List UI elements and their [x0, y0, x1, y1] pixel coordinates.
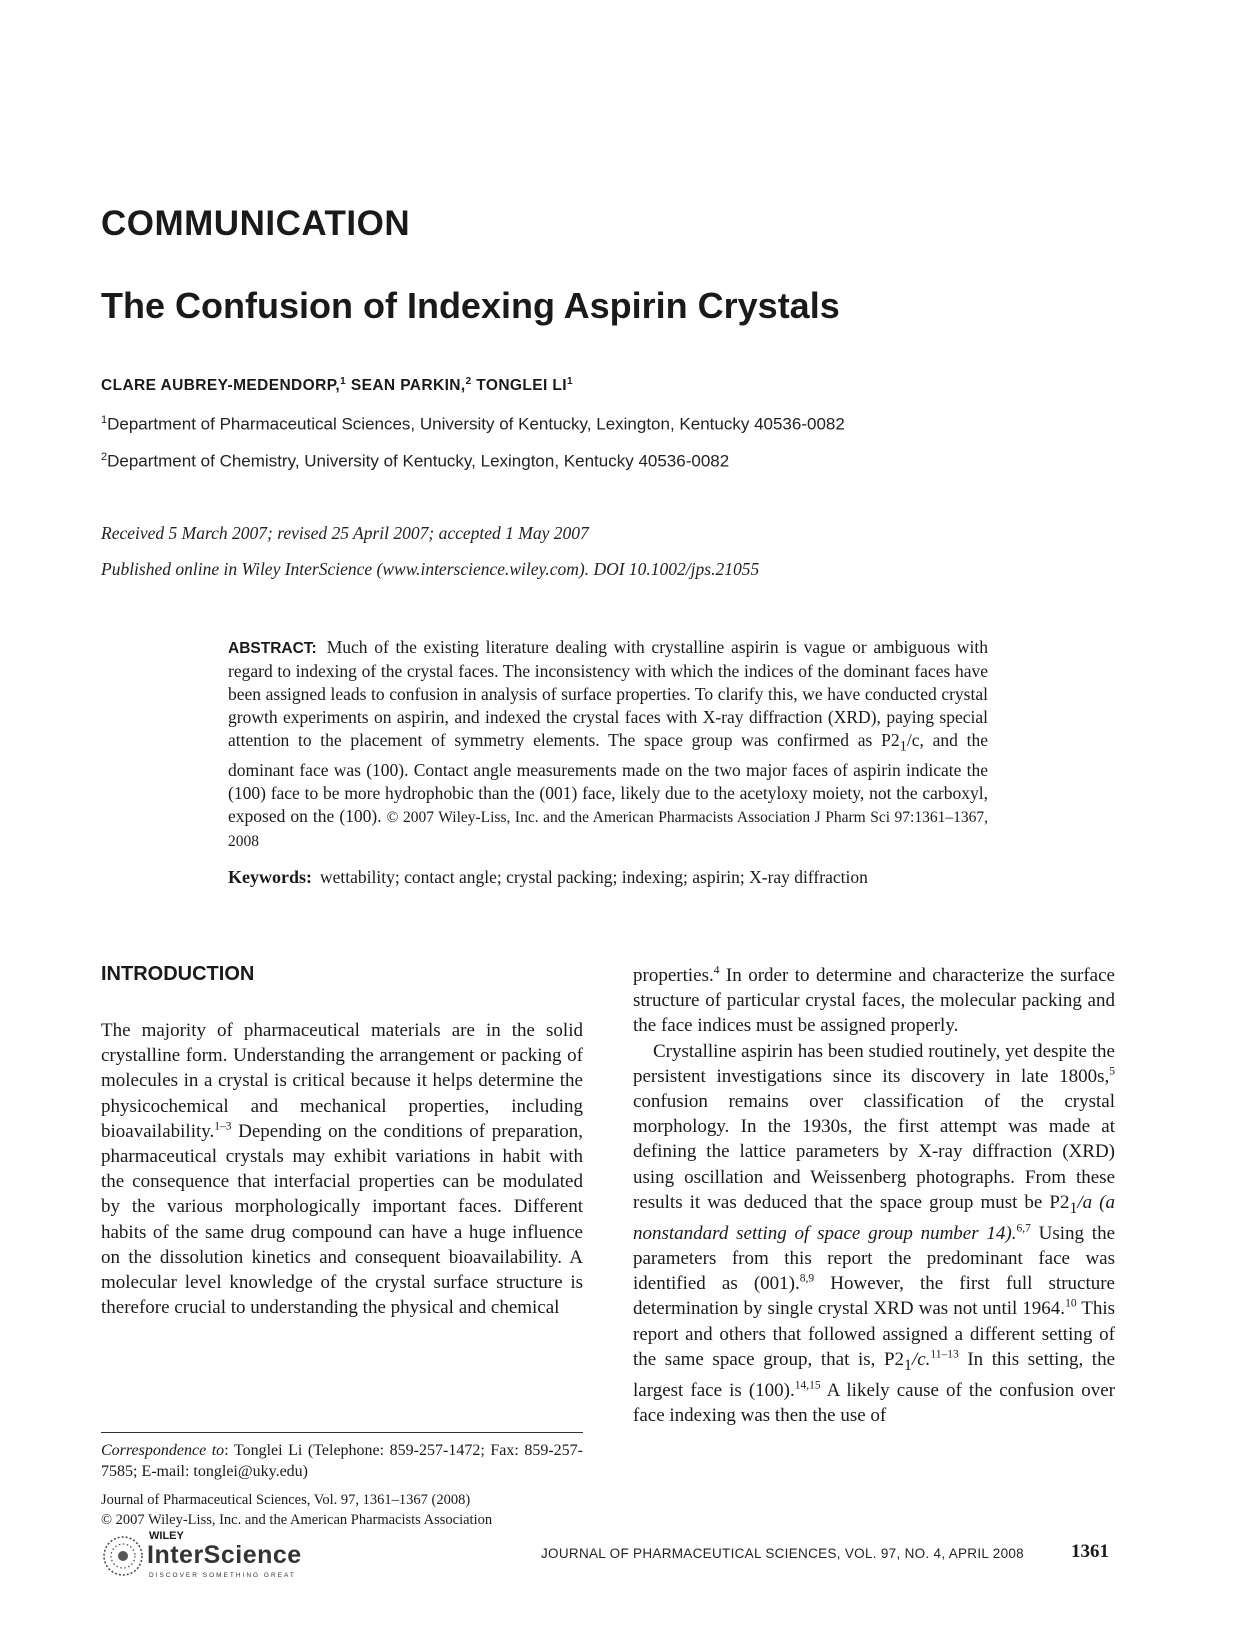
page-number: 1361	[1071, 1541, 1109, 1562]
author-affil-mark: 1	[340, 376, 347, 387]
section-label: COMMUNICATION	[101, 204, 411, 243]
author-name: CLARE AUBREY-MEDENDORP,	[101, 377, 341, 395]
text-run: In this setting, the largest face is (100).	[633, 1348, 1115, 1401]
published-line: Published online in Wiley InterScience (www.interscience.wiley.com). DOI 10.1002/jps.21055	[101, 559, 760, 579]
text-run: The majority of pharmaceutical materials are in the solid crystalline form. Understanding the arrangement or packing of molecules in a crystal is critical because it helps determine the physicochemical and mechanical properties, including bioavailability.	[101, 1020, 583, 1142]
correspondence-label: Correspondence to	[101, 1442, 225, 1459]
text-run: Crystalline aspirin has been studied routinely, yet despite the persistent investigations since its discovery in late 1800s,	[633, 1040, 1115, 1087]
citation: 6,7	[1016, 1222, 1031, 1235]
affiliation-text: Department of Chemistry, University of Kentucky, Lexington, Kentucky 40536-0082	[107, 451, 730, 471]
citation: 14,15	[794, 1379, 821, 1392]
text-run: However, the first full structure determination by single crystal XRD was not until 1964.	[633, 1273, 1115, 1320]
logo-tagline: DISCOVER SOMETHING GREAT	[149, 1572, 296, 1579]
correspondence-text: : Tonglei Li (Telephone: 859-257-1472; Fax: 859-257-7585; E-mail: tonglei@uky.edu)	[101, 1442, 584, 1480]
affiliation	[101, 451, 729, 472]
author-affil-mark: 2	[465, 376, 472, 387]
abstract-copyright: © 2007 Wiley-Liss, Inc. and the American Pharmacists Association J Pharm Sci 97:1361–1367, 2008	[228, 808, 988, 850]
author-name: TONGLEI LI	[476, 377, 567, 395]
affiliation-mark: 2	[101, 451, 108, 463]
text-run: properties.	[633, 965, 714, 986]
text-run: Using the parameters from this report the predominant face was identified as (001).	[633, 1222, 1115, 1295]
received-dates: Received 5 March 2007; revised 25 April 2007; accepted 1 May 2007	[101, 523, 589, 543]
paragraph	[101, 1018, 583, 1320]
citation: 10	[1065, 1298, 1077, 1311]
running-footer: JOURNAL OF PHARMACEUTICAL SCIENCES, VOL. 97, NO. 4, APRIL 2008	[541, 1546, 1024, 1561]
citation: 4	[713, 964, 720, 977]
affiliation-text: Department of Pharmaceutical Sciences, University of Kentucky, Lexington, Kentucky 40536-0082	[107, 414, 845, 434]
abstract-text: /c, and the dominant face was (100). Contact angle measurements made on the two major faces of aspirin indicate the (100) face to be more hydrophobic than the (001) face, likely due to the acetyloxy moiety, not the carboxyl, exposed on the (100).	[228, 730, 988, 826]
journal-citation: Journal of Pharmaceutical Sciences, Vol. 97, 1361–1367 (2008)	[101, 1492, 471, 1508]
left-column	[101, 1018, 583, 1320]
subscript: 1	[899, 738, 907, 755]
keywords-text: wettability; contact angle; crystal packing; indexing; aspirin; X-ray diffraction	[320, 867, 868, 887]
citation: 8,9	[799, 1272, 815, 1285]
author-list	[101, 376, 573, 395]
text-run: Depending on the conditions of preparation, pharmaceutical crystals may exhibit variations in habit with the consequence that interfacial properties can be modulated by the various morphologically important faces. Different habits of the same drug compound can have a huge influence on the dissolution kinetics and consequent bioavailability. A molecular level knowledge of the crystal surface structure is therefore crucial to understanding the physical and chemical	[101, 1120, 583, 1319]
text-run: A likely cause of the confusion over face indexing was then the use of	[633, 1379, 1115, 1427]
keywords	[228, 866, 988, 889]
author-affil-mark: 1	[566, 376, 573, 387]
copyright-line: © 2007 Wiley-Liss, Inc. and the American Pharmacists Association	[101, 1512, 493, 1528]
abstract	[228, 636, 988, 853]
footnote-rule	[101, 1432, 583, 1433]
text-run: In order to determine and characterize the surface structure of particular crystal faces, the molecular packing and the face indices must be assigned properly.	[633, 965, 1115, 1037]
subscript: 1	[904, 1356, 912, 1374]
citation: 1–3	[214, 1120, 232, 1133]
subscript: 1	[1069, 1199, 1078, 1217]
paragraph	[633, 1039, 1115, 1429]
text-run: This report and others that followed assigned a different setting of the same space group, that is, P2	[633, 1298, 1115, 1370]
text-run: confusion remains over classification of the crystal morphology. In the 1930s, the first attempt was made at defining the lattice parameters by X-ray diffraction (XRD) using oscillation and Weissenberg photographs. From these results it was deduced that the space group must be P2	[633, 1091, 1115, 1213]
section-heading: INTRODUCTION	[101, 963, 255, 985]
author-name: SEAN PARKIN,	[350, 377, 466, 395]
right-column	[633, 963, 1115, 1428]
paragraph	[633, 963, 1115, 1039]
article-title: The Confusion of Indexing Aspirin Crystals	[101, 285, 840, 326]
wiley-interscience-logo	[101, 1530, 361, 1582]
citation: 5	[1109, 1065, 1115, 1078]
citation: 11–13	[930, 1348, 959, 1361]
keywords-label: Keywords:	[228, 867, 312, 887]
logo-main-text: InterScience	[147, 1541, 302, 1569]
abstract-text: Much of the existing literature dealing with crystalline aspirin is vague or ambiguous with regard to indexing of the crystal faces. The inconsistency with which the indices of the dominant faces have been assigned leads to confusion in analysis of surface properties. To clarify this, we have conducted crystal growth experiments on aspirin, and indexed the crystal faces with X-ray diffraction (XRD), paying special attention to the placement of symmetry elements. The space group was confirmed as P2	[228, 637, 988, 750]
affiliation	[101, 414, 845, 435]
abstract-label: ABSTRACT:	[228, 640, 317, 657]
text-run: /a (a nonstandard setting of space group number 14).	[633, 1191, 1116, 1244]
affiliation-mark: 1	[101, 414, 108, 426]
text-run: /c.	[911, 1348, 931, 1370]
logo-top-text: WILEY	[149, 1530, 184, 1542]
correspondence-note	[101, 1440, 583, 1482]
